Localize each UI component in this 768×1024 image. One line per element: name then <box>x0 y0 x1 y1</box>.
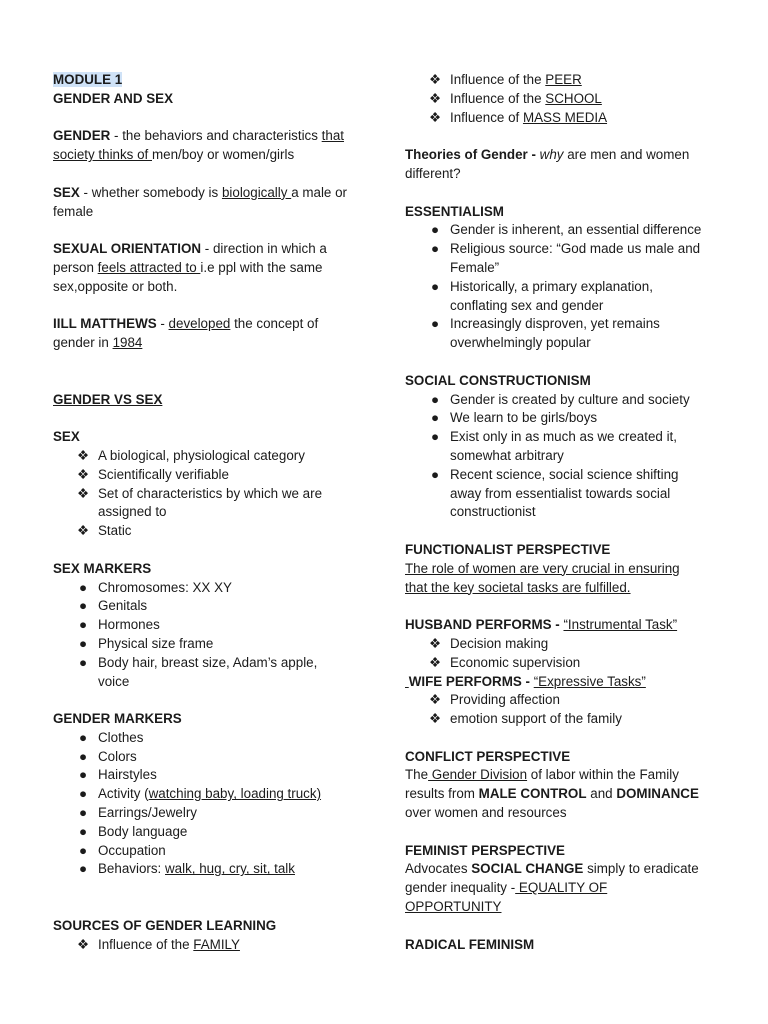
list-item-continued: somewhat arbitrary <box>450 447 564 463</box>
sex-definition: SEX - whether somebody is biologically a male or <box>53 184 348 200</box>
functionalist-text: The role of women are very crucial in ensuring <box>405 560 680 576</box>
bullet-icon: ● <box>78 823 88 839</box>
list-item: ● Exist only in as much as we created it, <box>405 428 715 447</box>
diamond-icon: ❖ <box>428 654 441 670</box>
functionalist-heading: FUNCTIONALIST PERSPECTIVE <box>405 541 611 557</box>
list-item: ❖ Influence of the SCHOOL <box>405 90 715 109</box>
list-item: ● Gender is inherent, an essential difference <box>405 221 715 240</box>
bullet-icon: ● <box>430 429 440 445</box>
bullet-icon: ● <box>430 466 440 482</box>
list-item: ● Chromosomes: XX XY <box>53 579 363 598</box>
list-item: ❖ Static <box>53 522 363 541</box>
list-item: ❖ Decision making <box>405 635 715 654</box>
bullet-icon: ● <box>430 241 440 257</box>
list-item: ❖ Set of characteristics by which we are <box>53 485 363 504</box>
gender-markers-heading: GENDER MARKERS <box>53 711 182 727</box>
diamond-icon: ❖ <box>76 447 89 463</box>
conflict-heading: CONFLICT PERSPECTIVE <box>405 748 571 764</box>
list-item: ● Religious source: “God made us male and <box>405 240 715 259</box>
essentialism-heading: ESSENTIALISM <box>405 203 504 219</box>
list-item: ❖ Economic supervision <box>405 654 715 673</box>
bullet-icon: ● <box>430 410 440 426</box>
feminist-text: Advocates SOCIAL CHANGE simply to eradicate <box>405 861 699 877</box>
sources-heading: SOURCES OF GENDER LEARNING <box>53 917 277 933</box>
bullet-icon: ● <box>78 579 88 595</box>
list-item: ● Genitals <box>53 597 363 616</box>
list-item: ❖ Influence of MASS MEDIA <box>405 109 715 128</box>
list-item: ● Clothes <box>53 729 363 748</box>
left-column: MODULE 1 GENDER AND SEX GENDER - the behaviors and characteristics that society thinks of men/boy or women/girls SEX - whether somebody is biologically a male or female SEXUAL ORIENTATION - direction in which a person feels attracted to i.e ppl with the same sex,opposite or both. IILL MATTHEWS - developed the concept of gender in 1984 GENDER VS SEX SEX ❖ A biological, physiological category ❖ Scientifically verifiable ❖ Set of characteristics by which we are assigned to ❖ Static SEX MARKERS ● Chromosomes: XX XY ● Genitals ● Hormones ● Physical size frame ● Body hair, breast size, Adam’s apple, voice GENDER MARKERS ● Clothes ● Colors ● Hairstyles ● Activity (watching baby, loading truck) ● Earrings/Jewelry ● Body language ● Occupation ● Behaviors: walk, hug, cry, sit, talk SOURCES OF GENDER LEARNING ❖ Influence of the FAMILY <box>53 71 363 954</box>
list-item: ● We learn to be girls/boys <box>405 409 715 428</box>
diamond-icon: ❖ <box>428 109 441 125</box>
list-item: ❖ Scientifically verifiable <box>53 466 363 485</box>
bullet-icon: ● <box>78 842 88 858</box>
sex-heading: SEX <box>53 429 80 445</box>
diamond-icon: ❖ <box>428 635 441 651</box>
husband-performs: HUSBAND PERFORMS - “Instrumental Task” <box>405 617 678 633</box>
diamond-icon: ❖ <box>76 485 89 501</box>
list-item-continued: away from essentialist towards social <box>450 485 671 501</box>
list-item: ● Colors <box>53 748 363 767</box>
social-constructionism-heading: SOCIAL CONSTRUCTIONISM <box>405 372 591 388</box>
theories-heading: Theories of Gender - why are men and women <box>405 147 690 163</box>
wife-performs: WIFE PERFORMS - “Expressive Tasks” <box>408 673 646 689</box>
bullet-icon: ● <box>430 316 440 332</box>
list-item: ● Increasingly disproven, yet remains <box>405 315 715 334</box>
bullet-icon: ● <box>78 598 88 614</box>
matthews-definition: IILL MATTHEWS - developed the concept of <box>53 316 319 332</box>
list-item-continued: voice <box>98 673 130 689</box>
list-item-continued: conflating sex and gender <box>450 297 604 313</box>
bullet-icon: ● <box>78 635 88 651</box>
diamond-icon: ❖ <box>428 72 441 87</box>
bullet-icon: ● <box>78 786 88 802</box>
bullet-icon: ● <box>78 654 88 670</box>
bullet-icon: ● <box>78 861 88 877</box>
list-item: ❖ emotion support of the family <box>405 710 715 729</box>
bullet-icon: ● <box>78 805 88 821</box>
right-column: ❖ Influence of the PEER ❖ Influence of the SCHOOL ❖ Influence of MASS MEDIA Theories of Gender - why are men and women different? ESSENTIALISM ● Gender is inherent, an essential difference ● Religious source: “God made us male and Female” ● Historically, a primary explanation, conflating sex and gender ● Increasingly disproven, yet remains overwhelmingly popular SOCIAL CONSTRUCTIONISM ● Gender is created by culture and society ● We learn to be girls/boys ● Exist only in as much as we created it, somewhat arbitrary ● Recent science, social science shifting away from essentialist towards social constructionist FUNCTIONALIST PERSPECTIVE The role of women are very crucial in ensuring that the key societal tasks are fulfilled. HUSBAND PERFORMS - “Instrumental Task” ❖ Decision making ❖ Economic supervision WIFE PERFORMS - “Expressive Tasks” ❖ Providing affection ❖ emotion support of the family CONFLICT PERSPECTIVE The Gender Division of labor within the Family results from MALE CONTROL and DOMINANCE over women and resources FEMINIST PERSPECTIVE Advocates SOCIAL CHANGE simply to eradicate gender inequality - EQUALITY OF OPPORTUNITY RADICAL FEMINISM <box>405 71 715 954</box>
diamond-icon: ❖ <box>76 523 89 539</box>
module-title: GENDER AND SEX <box>53 90 174 106</box>
list-item: ● Physical size frame <box>53 635 363 654</box>
conflict-text: The Gender Division of labor within the Family <box>405 767 679 783</box>
list-item: ● Body hair, breast size, Adam’s apple, <box>53 654 363 673</box>
bullet-icon: ● <box>430 278 440 294</box>
diamond-icon: ❖ <box>428 711 441 727</box>
list-item-continued: overwhelmingly popular <box>450 335 591 351</box>
list-item: ● Activity (watching baby, loading truck) <box>53 785 363 804</box>
list-item-continued: constructionist <box>450 504 536 520</box>
list-item: ● Recent science, social science shifting <box>405 466 715 485</box>
bullet-icon: ● <box>78 617 88 633</box>
list-item: ● Historically, a primary explanation, <box>405 278 715 297</box>
list-item: ● Hairstyles <box>53 766 363 785</box>
bullet-icon: ● <box>78 748 88 764</box>
radical-feminism-heading: RADICAL FEMINISM <box>405 936 535 952</box>
list-item: ❖ Influence of the FAMILY <box>53 936 363 955</box>
diamond-icon: ❖ <box>76 466 89 482</box>
bullet-icon: ● <box>430 222 440 238</box>
diamond-icon: ❖ <box>428 90 441 106</box>
list-item: ● Behaviors: walk, hug, cry, sit, talk <box>53 860 363 879</box>
list-item: ❖ A biological, physiological category <box>53 447 363 466</box>
sex-markers-heading: SEX MARKERS <box>53 560 152 576</box>
list-item: ● Earrings/Jewelry <box>53 804 363 823</box>
bullet-icon: ● <box>78 729 88 745</box>
sexual-orientation-definition: SEXUAL ORIENTATION - direction in which a <box>53 241 327 257</box>
list-item-continued: Female” <box>450 259 500 275</box>
module-heading: MODULE 1 <box>53 72 123 87</box>
list-item: ● Gender is created by culture and society <box>405 391 715 410</box>
list-item-continued: assigned to <box>98 504 167 520</box>
gender-definition: GENDER - the behaviors and characteristics that <box>53 128 345 144</box>
list-item: ● Body language <box>53 823 363 842</box>
bullet-icon: ● <box>78 767 88 783</box>
list-item: ❖ Providing affection <box>405 691 715 710</box>
list-item: ● Hormones <box>53 616 363 635</box>
list-item: ❖ Influence of the PEER <box>405 71 715 90</box>
bullet-icon: ● <box>430 391 440 407</box>
feminist-heading: FEMINIST PERSPECTIVE <box>405 842 565 858</box>
diamond-icon: ❖ <box>76 936 89 952</box>
list-item: ● Occupation <box>53 842 363 861</box>
diamond-icon: ❖ <box>428 692 441 708</box>
gender-vs-sex-heading: GENDER VS SEX <box>53 391 163 407</box>
